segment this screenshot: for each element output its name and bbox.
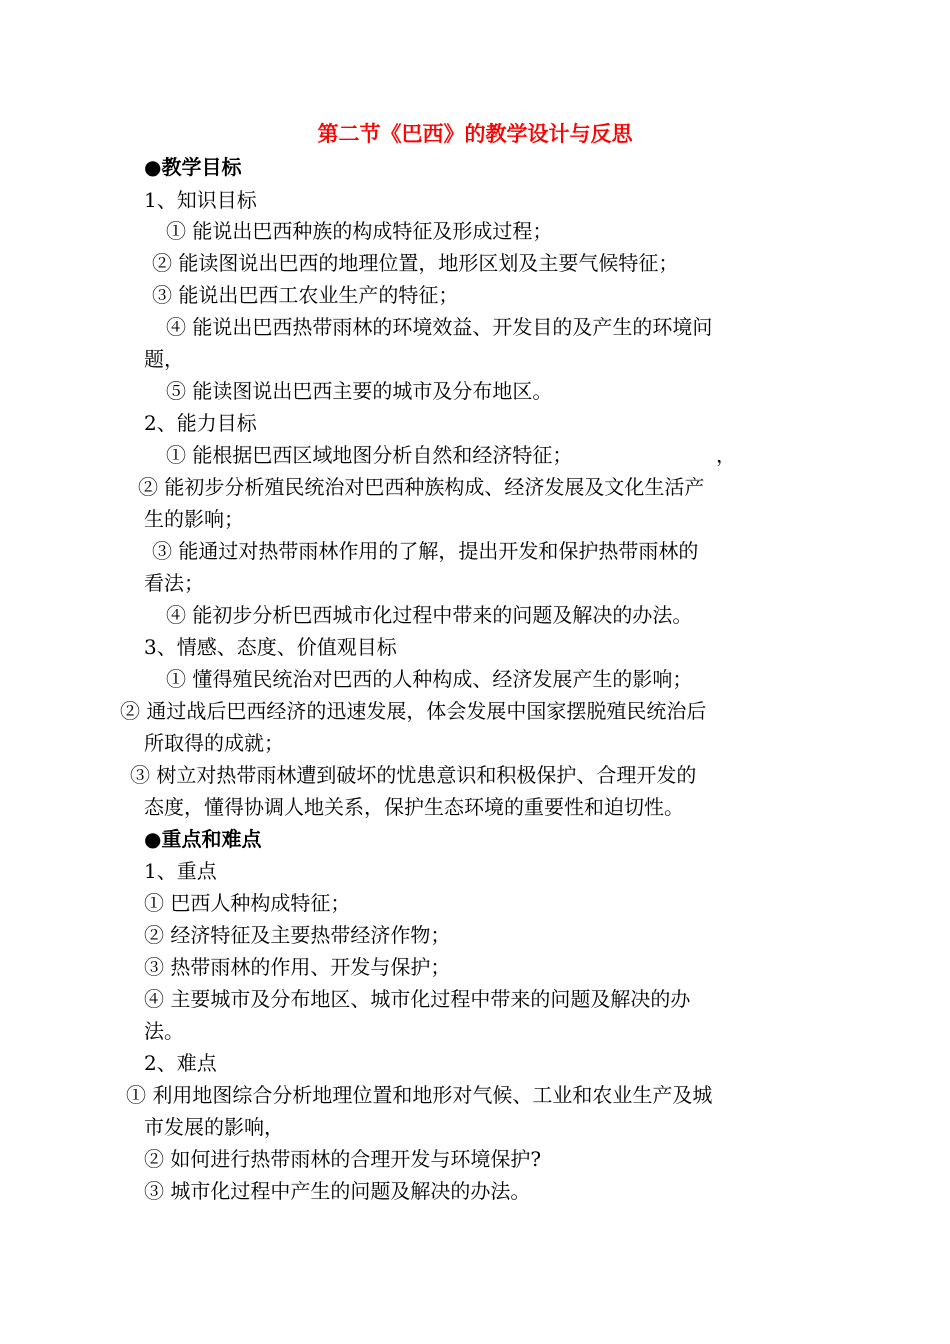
subheading-ability: 2、能力目标 <box>144 411 257 435</box>
attitude-item-2-cont: 所取得的成就； <box>144 731 284 755</box>
key-point-2: ② 经济特征及主要热带经济作物； <box>144 923 451 947</box>
key-point-4-cont: 法。 <box>144 1019 184 1043</box>
subheading-key-points: 1、重点 <box>144 859 217 883</box>
ability-item-2-cont: 生的影响； <box>144 507 244 531</box>
difficulty-2: ② 如何进行热带雨林的合理开发与环境保护? <box>144 1147 542 1171</box>
ability-item-1: ① 能根据巴西区域地图分析自然和经济特征； <box>166 443 573 467</box>
key-point-3: ③ 热带雨林的作用、开发与保护； <box>144 955 451 979</box>
attitude-item-3-cont: 态度，懂得协调人地关系，保护生态环境的重要性和迫切性。 <box>144 795 684 819</box>
document-title: 第二节《巴西》的教学设计与反思 <box>317 122 633 146</box>
section-heading-key-points: ●重点和难点 <box>144 827 262 851</box>
section-heading-objectives: ●教学目标 <box>144 155 242 179</box>
knowledge-item-1: ① 能说出巴西种族的构成特征及形成过程； <box>166 219 553 243</box>
difficulty-1: ① 利用地图综合分析地理位置和地形对气候、工业和农业生产及城 <box>126 1083 713 1107</box>
knowledge-item-4-cont: 题， <box>144 347 184 371</box>
key-point-1: ① 巴西人种构成特征； <box>144 891 351 915</box>
subheading-difficulties: 2、难点 <box>144 1051 217 1075</box>
ability-item-2: ② 能初步分析殖民统治对巴西种族构成、经济发展及文化生活产 <box>138 475 705 499</box>
difficulty-1-cont: 市发展的影响， <box>144 1115 284 1139</box>
stray-comma: ， <box>716 443 736 467</box>
attitude-item-3: ③ 树立对热带雨林遭到破坏的忧患意识和积极保护、合理开发的 <box>130 763 697 787</box>
knowledge-item-4: ④ 能说出巴西热带雨林的环境效益、开发目的及产生的环境问 <box>166 315 713 339</box>
key-point-4: ④ 主要城市及分布地区、城市化过程中带来的问题及解决的办 <box>144 987 691 1011</box>
subheading-attitude: 3、情感、态度、价值观目标 <box>144 635 397 659</box>
ability-item-3-cont: 看法； <box>144 571 204 595</box>
difficulty-3: ③ 城市化过程中产生的问题及解决的办法。 <box>144 1179 531 1203</box>
knowledge-item-2: ② 能读图说出巴西的地理位置，地形区划及主要气候特征； <box>152 251 679 275</box>
ability-item-3: ③ 能通过对热带雨林作用的了解，提出开发和保护热带雨林的 <box>152 539 699 563</box>
subheading-knowledge: 1、知识目标 <box>144 188 257 212</box>
knowledge-item-5: ⑤ 能读图说出巴西主要的城市及分布地区。 <box>166 379 553 403</box>
attitude-item-1: ① 懂得殖民统治对巴西的人种构成、经济发展产生的影响； <box>166 667 693 691</box>
attitude-item-2: ② 通过战后巴西经济的迅速发展，体会发展中国家摆脱殖民统治后 <box>120 699 707 723</box>
knowledge-item-3: ③ 能说出巴西工农业生产的特征； <box>152 283 459 307</box>
ability-item-4: ④ 能初步分析巴西城市化过程中带来的问题及解决的办法。 <box>166 603 693 627</box>
